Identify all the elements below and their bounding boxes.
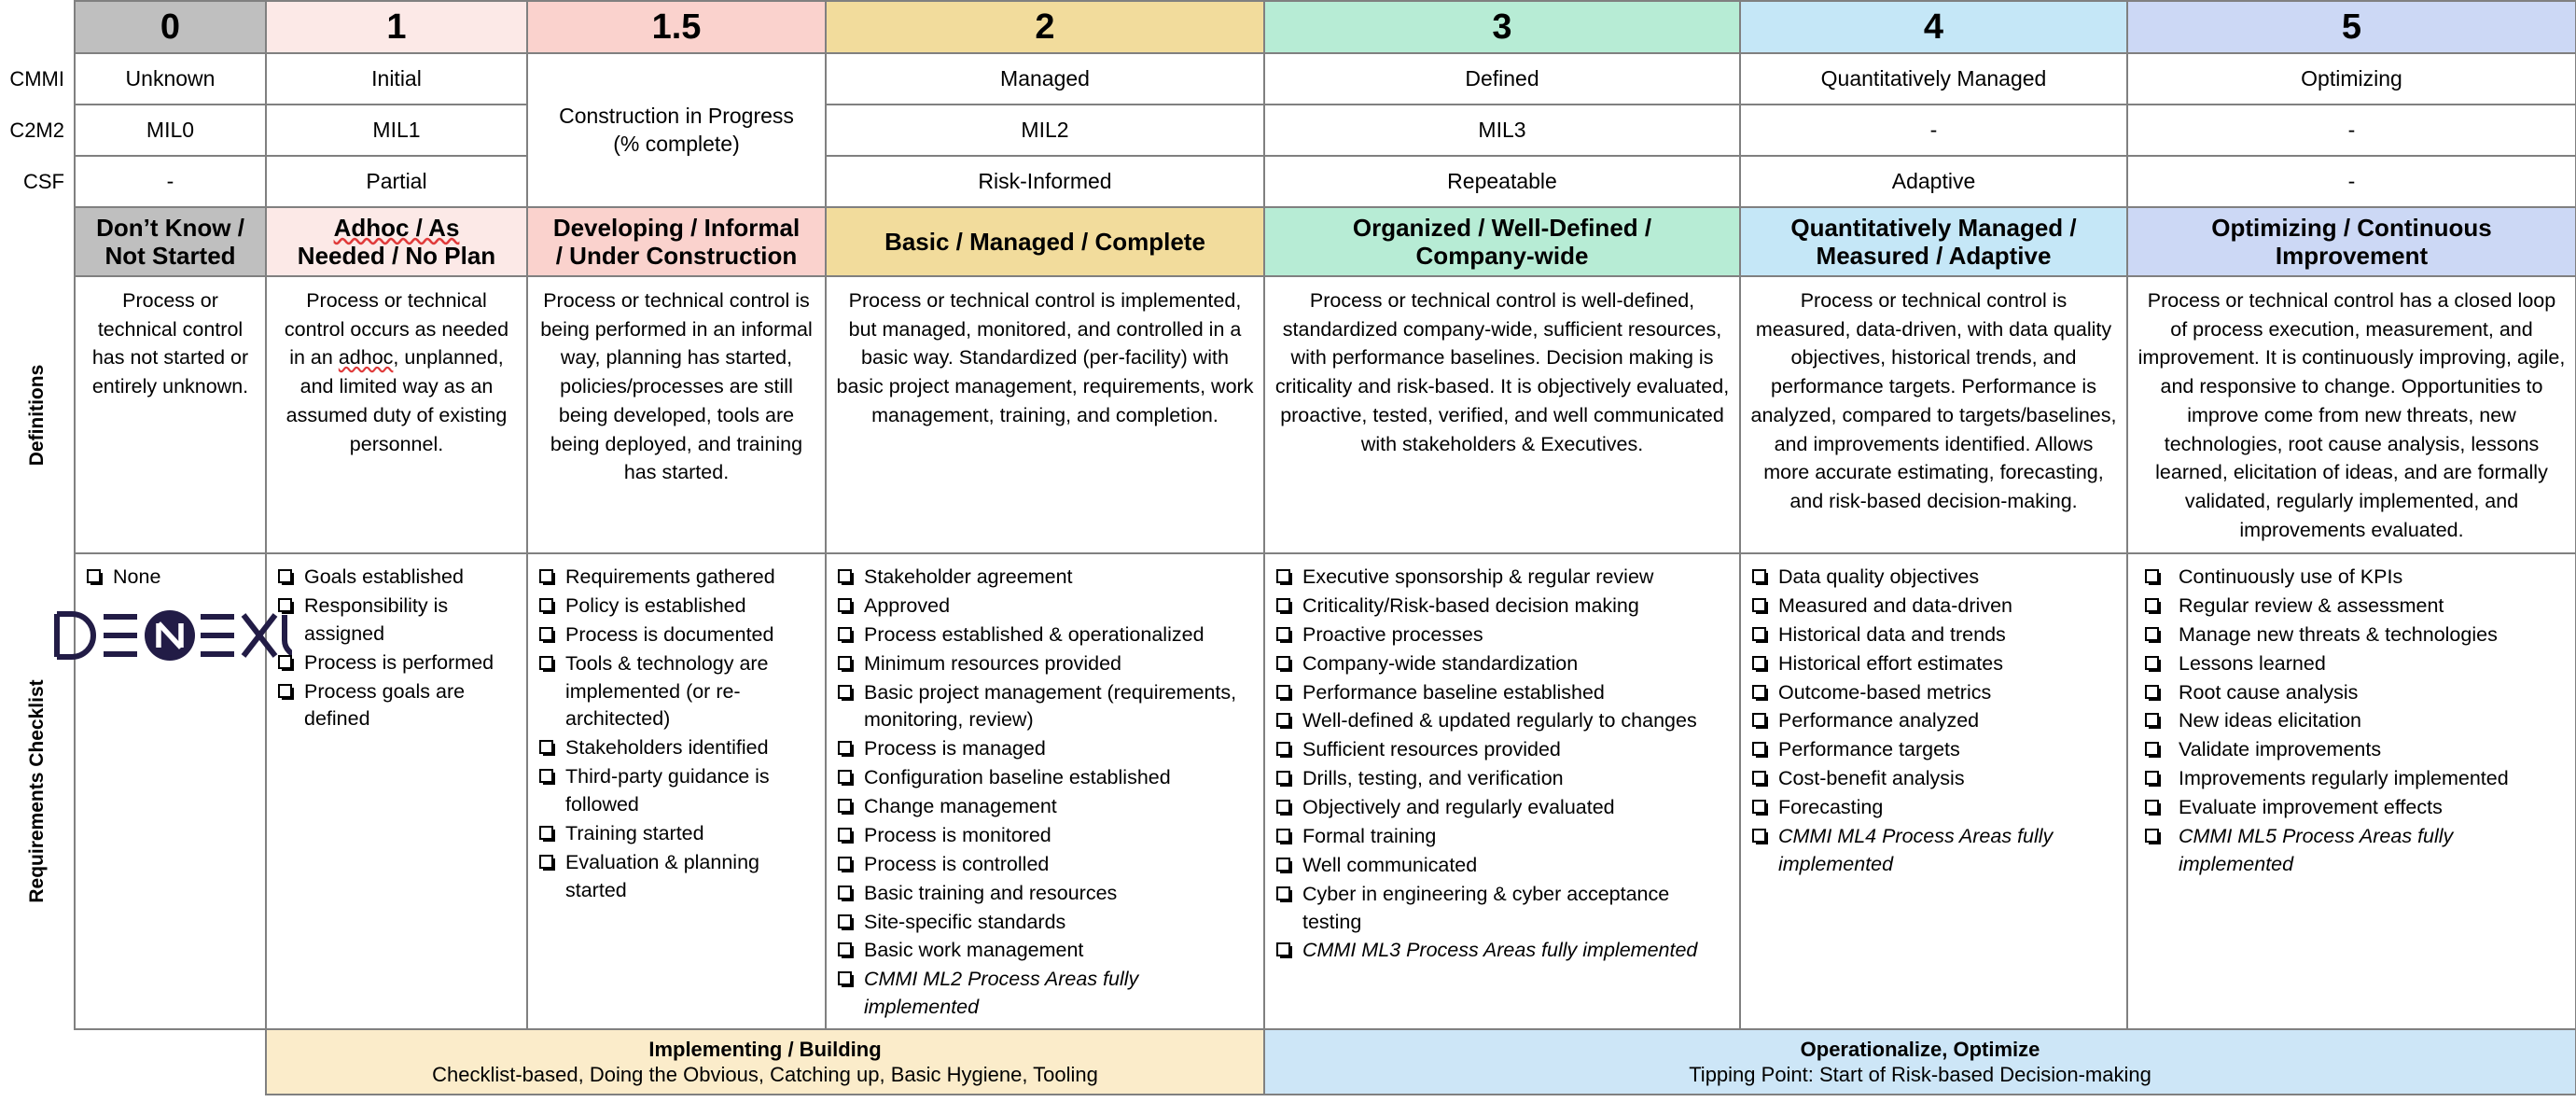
- checkbox-icon[interactable]: [2145, 771, 2159, 785]
- checklist-item-label: Executive sponsorship & regular review: [1302, 565, 1654, 588]
- checklist-list-3: [1274, 564, 1732, 965]
- level-header-5: 5: [2127, 1, 2576, 53]
- checklist-item-label: Requirements gathered: [565, 565, 775, 588]
- checklist-item[interactable]: [2137, 593, 2568, 621]
- construction-line-2: (% complete): [613, 131, 740, 156]
- checkbox-icon[interactable]: [1276, 886, 1290, 900]
- checkbox-icon[interactable]: [278, 598, 292, 612]
- denexus-logo-mark: [51, 606, 292, 665]
- checklist-item-label: Minimum resources provided: [864, 651, 1122, 675]
- checklist-item[interactable]: [276, 649, 519, 677]
- checklist-item-label: Performance analyzed: [1778, 709, 1980, 732]
- checklist-item[interactable]: [537, 650, 817, 734]
- checklist-item-label: Historical effort estimates: [1778, 651, 2003, 675]
- band-2: [826, 207, 1264, 276]
- band-5-line2: Improvement: [2275, 242, 2429, 270]
- checklist-3: [1264, 553, 1740, 1029]
- checklist-item-label: Well communicated: [1302, 853, 1478, 876]
- checklist-item[interactable]: [1274, 593, 1732, 621]
- construction-in-progress-cell: [527, 53, 826, 207]
- checklist-item-label: Configuration baseline established: [864, 766, 1171, 789]
- checklist-item-label: Historical data and trends: [1778, 622, 2006, 646]
- checklist-item[interactable]: [537, 734, 817, 762]
- checklist-item[interactable]: [836, 735, 1256, 763]
- checkbox-icon[interactable]: [278, 569, 292, 583]
- checklist-item-label: Stakeholders identified: [565, 736, 769, 760]
- misspelled-word: adhoc: [338, 346, 394, 370]
- definition-3: Process or technical control is well-defined, standardized company-wide, sufficient resources, with performance baselines. Decision making is criticality and risk-based. It is objectively evaluated, proactive, tested, verified, and well communicated with stakeholders & Executives.: [1264, 276, 1740, 553]
- c2m2-row: [0, 105, 2576, 156]
- checklist-item-label: Process is performed: [304, 650, 494, 674]
- band-2-line1: Basic / Managed / Complete: [884, 227, 1205, 256]
- checklist-item[interactable]: [1274, 650, 1732, 678]
- definition-0: Process or technical control has not started or entirely unknown.: [75, 276, 266, 553]
- checkbox-icon[interactable]: [539, 627, 553, 641]
- checklist-item-label: Third-party guidance is followed: [565, 765, 770, 816]
- checkbox-icon[interactable]: [1752, 771, 1766, 785]
- construction-line-1: Construction in Progress: [559, 103, 794, 128]
- checklist-5: [2127, 553, 2576, 1029]
- checkbox-icon[interactable]: [1276, 858, 1290, 872]
- checkbox-icon[interactable]: [539, 855, 553, 869]
- checklist-item[interactable]: [537, 593, 817, 621]
- checkbox-icon[interactable]: [2145, 742, 2159, 756]
- checklist-item-label: Validate improvements: [2179, 738, 2382, 761]
- checklist-item[interactable]: [1274, 707, 1732, 735]
- checklist-item-label: Policy is established: [565, 593, 746, 617]
- checklist-item-label: New ideas elicitation: [2179, 709, 2361, 732]
- banner-b-subtitle: Tipping Point: Start of Risk-based Decision-making: [1689, 1063, 2151, 1086]
- bottom-banner-row: [0, 1029, 2576, 1095]
- band-0-line1: Don’t Know /: [96, 213, 244, 242]
- checkbox-icon[interactable]: [1752, 742, 1766, 756]
- checkbox-icon[interactable]: [838, 569, 852, 583]
- stub-band: [0, 207, 75, 276]
- checklist-item[interactable]: [836, 793, 1256, 821]
- checklist-item[interactable]: [836, 880, 1256, 908]
- checklist-item[interactable]: [836, 851, 1256, 879]
- checklist-item[interactable]: [1274, 794, 1732, 822]
- band-0-line2: Not Started: [104, 242, 236, 270]
- checkbox-icon[interactable]: [539, 569, 553, 583]
- band-4-line1: Quantitatively Managed /: [1790, 213, 2077, 242]
- checkbox-icon[interactable]: [1276, 685, 1290, 699]
- checklist-item-label: Forecasting: [1778, 796, 1884, 818]
- checklist-item[interactable]: [85, 564, 258, 592]
- cmmi-row: [0, 53, 2576, 105]
- checklist-item[interactable]: [1274, 564, 1732, 592]
- checkbox-icon[interactable]: [838, 799, 852, 813]
- checkbox-icon[interactable]: [1752, 656, 1766, 670]
- checklist-item-label: CMMI ML2 Process Areas fully implemented: [864, 968, 1139, 1019]
- checklist-item-label: Training started: [565, 821, 704, 844]
- checkbox-icon[interactable]: [838, 656, 852, 670]
- cmmi-0: Unknown: [75, 53, 266, 105]
- checklist-item[interactable]: [1274, 937, 1732, 965]
- checkbox-icon[interactable]: [2145, 656, 2159, 670]
- checkbox-icon[interactable]: [1276, 713, 1290, 727]
- checklist-item-label: Basic work management: [864, 939, 1084, 962]
- checklist-item-label: Change management: [864, 795, 1057, 817]
- checkbox-icon[interactable]: [2145, 569, 2159, 583]
- checkbox-icon[interactable]: [1276, 742, 1290, 756]
- band-1-5-line2: / Under Construction: [555, 242, 798, 270]
- checklist-item[interactable]: [2137, 765, 2568, 793]
- checklist-item[interactable]: [836, 966, 1256, 1022]
- checklist-item[interactable]: [1750, 707, 2119, 735]
- band-5-line1: Optimizing / Continuous: [2211, 213, 2492, 242]
- checkbox-icon[interactable]: [539, 656, 553, 670]
- checkbox-icon[interactable]: [838, 914, 852, 928]
- checkbox-icon[interactable]: [1752, 713, 1766, 727]
- c2m2-4: -: [1740, 105, 2127, 156]
- checkbox-icon[interactable]: [2145, 627, 2159, 641]
- level-header-0: 0: [75, 1, 266, 53]
- csf-3: Repeatable: [1264, 156, 1740, 207]
- checklist-item-label: Lessons learned: [2179, 651, 2326, 675]
- checkbox-icon[interactable]: [2145, 829, 2159, 843]
- checkbox-icon[interactable]: [539, 826, 553, 840]
- definitions-label-text: Definitions: [25, 364, 48, 466]
- checkbox-icon[interactable]: [278, 655, 292, 669]
- checklist-item[interactable]: [1274, 621, 1732, 649]
- csf-row: [0, 156, 2576, 207]
- checklist-item-label: Performance baseline established: [1302, 680, 1605, 704]
- checklist-list-0: [85, 564, 258, 592]
- checklist-list-4: [1750, 564, 2119, 879]
- checkbox-icon[interactable]: [1276, 656, 1290, 670]
- checklist-item-label: Continuously use of KPIs: [2179, 565, 2403, 588]
- csf-1: Partial: [266, 156, 527, 207]
- checklist-item[interactable]: [1750, 679, 2119, 707]
- band-1-line2: Needed / No Plan: [297, 242, 496, 270]
- checklist-item-label: Outcome-based metrics: [1778, 680, 1992, 704]
- checklist-item-label: Performance targets: [1778, 738, 1960, 761]
- level-header-2: 2: [826, 1, 1264, 53]
- checklist-list-1-5: [537, 564, 817, 905]
- checkbox-icon[interactable]: [838, 886, 852, 900]
- checklist-4: [1740, 553, 2127, 1029]
- checklist-item[interactable]: [537, 820, 817, 848]
- checklist-item-label: Sufficient resources provided: [1302, 738, 1561, 761]
- checkbox-icon[interactable]: [1752, 829, 1766, 843]
- checklist-item-label: Root cause analysis: [2179, 680, 2359, 704]
- checklist-item[interactable]: [1750, 765, 2119, 793]
- level-header-1-5: 1.5: [527, 1, 826, 53]
- checklist-item-label: Evaluation & planning started: [565, 850, 759, 901]
- checkbox-icon[interactable]: [1752, 685, 1766, 699]
- band-3: [1264, 207, 1740, 276]
- checklist-item-label: Cyber in engineering & cyber acceptance testing: [1302, 882, 1670, 933]
- checklist-item[interactable]: [2137, 823, 2568, 879]
- checklist-item[interactable]: [1274, 736, 1732, 764]
- checklist-label-text: Requirements Checklist: [25, 679, 48, 903]
- checkbox-icon[interactable]: [1276, 800, 1290, 814]
- checklist-item[interactable]: [537, 621, 817, 649]
- checklist-item-label: Evaluate improvement effects: [2179, 796, 2443, 818]
- checklist-item-label: Measured and data-driven: [1778, 593, 2012, 617]
- checklist-item[interactable]: [1750, 621, 2119, 649]
- definition-5: Process or technical control has a closed loop of process execution, measurement, and improvement. It is continuously improving, agile, and responsive to change. Opportunities to improve come from new threats, new technologies, root cause analysis, lessons learned, elicitation of ideas, and are formally validated, regularly implemented, and improvements evaluated.: [2127, 276, 2576, 553]
- checklist-item-label: Goals established: [304, 565, 464, 588]
- checklist-item[interactable]: [836, 650, 1256, 678]
- checklist-item[interactable]: [276, 593, 519, 649]
- banner-implementing-building: [266, 1029, 1264, 1095]
- checklist-item-label: Basic project management (requirements, monitoring, review): [864, 680, 1237, 732]
- band-1: [266, 207, 527, 276]
- checklist-item-label: Well-defined & updated regularly to changes: [1302, 709, 1697, 732]
- band-4-line2: Measured / Adaptive: [1816, 242, 2052, 270]
- row-label-cmmi: CMMI: [0, 53, 75, 105]
- checklist-item-label: Tools & technology are implemented (or re-architected): [565, 651, 769, 731]
- row-label-c2m2: C2M2: [0, 105, 75, 156]
- checklist-item[interactable]: [2137, 707, 2568, 735]
- checklist-item-label: Cost-benefit analysis: [1778, 767, 1965, 790]
- checklist-item[interactable]: [537, 849, 817, 905]
- c2m2-3: MIL3: [1264, 105, 1740, 156]
- csf-4: Adaptive: [1740, 156, 2127, 207]
- checklist-item-label: Proactive processes: [1302, 622, 1483, 646]
- maturity-band-row: [0, 207, 2576, 276]
- checklist-item-label: Approved: [864, 593, 951, 617]
- checklist-list-5: [2137, 564, 2568, 879]
- checklist-item-label: Drills, testing, and verification: [1302, 767, 1564, 790]
- level-number-row: [0, 1, 2576, 53]
- checklist-item[interactable]: [2137, 564, 2568, 592]
- checkbox-icon[interactable]: [838, 685, 852, 699]
- checkbox-icon[interactable]: [539, 740, 553, 754]
- checkbox-icon[interactable]: [1752, 800, 1766, 814]
- checklist-item[interactable]: [836, 679, 1256, 735]
- checklist-item-label: Criticality/Risk-based decision making: [1302, 593, 1639, 617]
- checklist-item-label: Formal training: [1302, 824, 1437, 847]
- banner-a-subtitle: Checklist-based, Doing the Obvious, Catching up, Basic Hygiene, Tooling: [432, 1063, 1098, 1086]
- checklist-item[interactable]: [836, 937, 1256, 965]
- row-label-csf: CSF: [0, 156, 75, 207]
- checklist-item[interactable]: [1274, 765, 1732, 793]
- band-1-5-line1: Developing / Informal: [552, 213, 801, 242]
- checklist-item[interactable]: [1750, 564, 2119, 592]
- checklist-item[interactable]: [836, 764, 1256, 792]
- checkbox-icon[interactable]: [539, 598, 553, 612]
- denexus-logo: [85, 593, 258, 665]
- checkbox-icon[interactable]: [838, 828, 852, 842]
- checklist-item-label: Stakeholder agreement: [864, 565, 1073, 588]
- level-header-3: 3: [1264, 1, 1740, 53]
- csf-2: Risk-Informed: [826, 156, 1264, 207]
- checkbox-icon[interactable]: [2145, 713, 2159, 727]
- checklist-item[interactable]: [1750, 593, 2119, 621]
- checklist-item[interactable]: [836, 822, 1256, 850]
- checklist-1: [266, 553, 527, 1029]
- checklist-item-label: CMMI ML3 Process Areas fully implemented: [1302, 939, 1698, 962]
- checklist-2: [826, 553, 1264, 1029]
- checklist-item-label: Process established & operationalized: [864, 622, 1204, 646]
- checkbox-icon[interactable]: [1276, 942, 1290, 956]
- checklist-item[interactable]: [2137, 621, 2568, 649]
- checkbox-icon[interactable]: [838, 857, 852, 871]
- checklist-item[interactable]: [1750, 736, 2119, 764]
- checklist-item[interactable]: [836, 909, 1256, 937]
- banner-operationalize-optimize: [1264, 1029, 2576, 1095]
- checklist-item[interactable]: [2137, 794, 2568, 822]
- requirements-checklist-row: [0, 553, 2576, 1029]
- c2m2-0: MIL0: [75, 105, 266, 156]
- c2m2-5: -: [2127, 105, 2576, 156]
- band-3-line1: Organized / Well-Defined /: [1352, 213, 1652, 242]
- cmmi-1: Initial: [266, 53, 527, 105]
- level-header-1: 1: [266, 1, 527, 53]
- checkbox-icon[interactable]: [838, 942, 852, 956]
- checklist-item[interactable]: [1750, 823, 2119, 879]
- cmmi-3: Defined: [1264, 53, 1740, 105]
- checkbox-icon[interactable]: [838, 741, 852, 755]
- csf-0: -: [75, 156, 266, 207]
- denexus-logo-svg: [51, 607, 292, 664]
- band-0: [75, 207, 266, 276]
- checklist-item-label: Manage new threats & technologies: [2179, 622, 2498, 646]
- stub-corner: [0, 1, 75, 53]
- checklist-item[interactable]: [836, 593, 1256, 621]
- checkbox-icon[interactable]: [1752, 569, 1766, 583]
- checklist-item[interactable]: [2137, 736, 2568, 764]
- banner-stub: [0, 1029, 75, 1095]
- checkbox-icon[interactable]: [838, 770, 852, 784]
- checkbox-icon[interactable]: [1276, 598, 1290, 612]
- checklist-item[interactable]: [2137, 679, 2568, 707]
- checklist-item[interactable]: [1274, 823, 1732, 851]
- definition-2: Process or technical control is implemented, but managed, monitored, and controlled in a basic way. Standardized (per-facility) with basic project management, requirements, work management, training, and completion.: [826, 276, 1264, 553]
- cmmi-2: Managed: [826, 53, 1264, 105]
- checklist-item-label: Site-specific standards: [864, 910, 1066, 933]
- checkbox-icon[interactable]: [838, 971, 852, 985]
- checkbox-icon[interactable]: [2145, 800, 2159, 814]
- checklist-item-label: Regular review & assessment: [2179, 593, 2444, 617]
- checklist-item[interactable]: [537, 564, 817, 592]
- checklist-item-label: Process is managed: [864, 737, 1046, 760]
- band-3-line2: Company-wide: [1415, 242, 1589, 270]
- checklist-item[interactable]: [1274, 852, 1732, 880]
- checklist-item-label: CMMI ML5 Process Areas fully implemented: [2179, 824, 2454, 875]
- banner-b-title: Operationalize, Optimize: [1800, 1037, 2040, 1061]
- banner-spacer-0: [75, 1029, 266, 1095]
- checklist-item-label: Data quality objectives: [1778, 565, 1980, 588]
- checkbox-icon[interactable]: [1276, 569, 1290, 583]
- checkbox-icon[interactable]: [539, 769, 553, 783]
- definitions-row: [0, 276, 2576, 553]
- checklist-list-2: [836, 564, 1256, 1022]
- checklist-item-label: CMMI ML4 Process Areas fully implemented: [1778, 824, 2054, 875]
- checklist-item-label: Company-wide standardization: [1302, 651, 1579, 675]
- checklist-1-5: [527, 553, 826, 1029]
- checklist-0: [75, 553, 266, 1029]
- checklist-item-label: Improvements regularly implemented: [2179, 767, 2509, 790]
- checklist-item[interactable]: [836, 564, 1256, 592]
- banner-a-title: Implementing / Building: [648, 1037, 882, 1061]
- checkbox-icon[interactable]: [2145, 685, 2159, 699]
- checklist-item-label: Process is controlled: [864, 852, 1050, 875]
- band-5: [2127, 207, 2576, 276]
- checkbox-icon[interactable]: [1276, 829, 1290, 843]
- definition-1: Process or technical control occurs as needed in an adhoc, unplanned, and limited way as an assumed duty of existing personnel.: [266, 276, 527, 553]
- checklist-item-label: None: [113, 565, 161, 588]
- checklist-item[interactable]: [276, 678, 519, 734]
- checklist-item-label: Process is monitored: [864, 823, 1051, 846]
- checklist-item-label: Responsibility is assigned: [304, 593, 449, 645]
- checklist-list-1: [276, 564, 519, 733]
- checkbox-icon[interactable]: [838, 627, 852, 641]
- checklist-item[interactable]: [1274, 881, 1732, 937]
- definition-4: Process or technical control is measured, data-driven, with data quality objectives, historical trends, and performance targets. Performance is analyzed, compared to targets/baselines, and improvements identified. Allows more accurate estimating, forecasting, and risk-based decision-making.: [1740, 276, 2127, 553]
- checkbox-icon[interactable]: [1752, 598, 1766, 612]
- checklist-item[interactable]: [1750, 794, 2119, 822]
- checkbox-icon[interactable]: [1276, 771, 1290, 785]
- c2m2-2: MIL2: [826, 105, 1264, 156]
- row-label-definitions: [0, 276, 75, 553]
- definition-1-5: Process or technical control is being performed in an informal way, planning has started, policies/processes are still being developed, tools are being deployed, and training has started.: [527, 276, 826, 553]
- checklist-item-label: Process goals are defined: [304, 679, 466, 731]
- c2m2-1: MIL1: [266, 105, 527, 156]
- csf-5: -: [2127, 156, 2576, 207]
- checkbox-icon[interactable]: [838, 598, 852, 612]
- checklist-item[interactable]: [836, 621, 1256, 649]
- checklist-item-label: Basic training and resources: [864, 881, 1118, 904]
- checklist-item[interactable]: [2137, 650, 2568, 678]
- band-4: [1740, 207, 2127, 276]
- checkbox-icon[interactable]: [278, 684, 292, 698]
- checklist-item-label: Process is documented: [565, 622, 774, 646]
- band-1-line1: Adhoc / As: [333, 213, 460, 242]
- checklist-item[interactable]: [276, 564, 519, 592]
- checkbox-icon[interactable]: [1276, 627, 1290, 641]
- checkbox-icon[interactable]: [1752, 627, 1766, 641]
- checkbox-icon[interactable]: [2145, 598, 2159, 612]
- checklist-item-label: Objectively and regularly evaluated: [1302, 796, 1615, 818]
- band-1-5: [527, 207, 826, 276]
- cmmi-5: Optimizing: [2127, 53, 2576, 105]
- checklist-item[interactable]: [1274, 679, 1732, 707]
- checkbox-icon[interactable]: [87, 569, 101, 583]
- checklist-item[interactable]: [537, 763, 817, 819]
- checklist-item[interactable]: [1750, 650, 2119, 678]
- level-header-4: 4: [1740, 1, 2127, 53]
- cmmi-4: Quantitatively Managed: [1740, 53, 2127, 105]
